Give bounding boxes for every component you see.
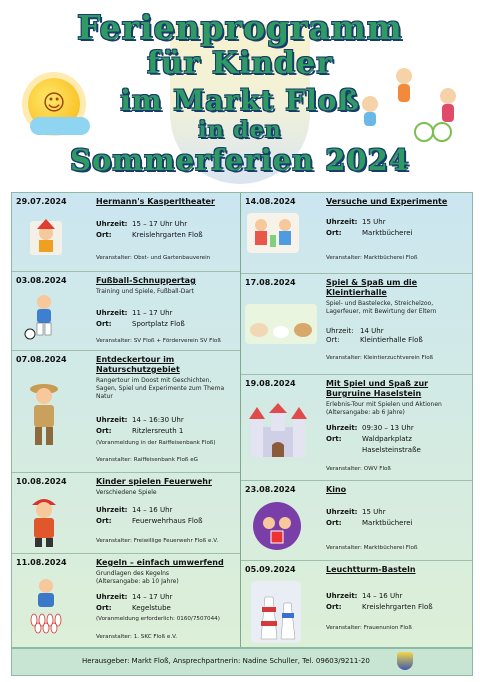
event-title: Entdeckertour im Naturschutzgebiet — [96, 355, 180, 374]
event-item — [241, 374, 472, 480]
place-row: Ort: Kegelstube — [96, 604, 171, 612]
time-row: Uhrzeit: 15 Uhr — [326, 508, 386, 516]
event-title: Kegeln – einfach umwerfend — [96, 558, 224, 567]
small-animals-picture — [245, 304, 317, 344]
event-description: Grundlagen des Kegelns (Altersangabe: ab 10 Jahre) — [96, 570, 179, 585]
cinema-picture — [251, 501, 303, 551]
coat-of-arms-icon — [397, 652, 413, 670]
organizer-note: Veranstalter: Frauenunion Floß — [326, 625, 412, 631]
place-row: Ort: Feuerwehrhaus Floß — [96, 517, 203, 525]
puppet-theater-picture — [26, 213, 66, 257]
event-item — [241, 273, 472, 374]
event-date: 05.09.2024 — [245, 565, 296, 574]
event-date: 17.08.2024 — [245, 278, 296, 287]
event-description: Rangertour im Doost mit Geschichten, Sagen, Spiel und Experimente zum Thema Natur — [96, 377, 225, 400]
castle-picture — [247, 401, 309, 461]
event-date: 10.08.2024 — [16, 477, 67, 486]
time-row: Uhrzeit: 15 Uhr — [326, 218, 386, 226]
event-date: 03.08.2024 — [16, 276, 67, 285]
footer — [11, 648, 473, 676]
event-date: 14.08.2024 — [245, 197, 296, 206]
event-date: 19.08.2024 — [245, 379, 296, 388]
explorer-kid-picture — [22, 379, 66, 451]
event-title: Kinder spielen Feuerwehr — [96, 477, 212, 486]
organizer-note: Veranstalter: Kleintierzuchtverein Floß — [326, 355, 434, 361]
place-row: Ort: Marktbücherei — [326, 519, 413, 527]
event-item — [12, 271, 240, 350]
registration-note: (Voranmeldung in der Raiffeisenbank Floß) — [96, 440, 216, 446]
place-row: Ort: Waldparkplatz — [326, 435, 412, 443]
organizer-note: Veranstalter: Freiwillige Feuerwehr Floß e.V. — [96, 538, 219, 544]
event-date: 07.08.2024 — [16, 355, 67, 364]
event-title: Spiel & Spaß um die Kleintierhalle — [326, 278, 418, 297]
event-title: Fußball-Schnuppertag — [96, 276, 196, 285]
place-row: Ort: Sportplatz Floß — [96, 320, 185, 328]
time-row: Uhrzeit: 09:30 – 13 Uhr — [326, 424, 414, 432]
event-item — [12, 350, 240, 472]
event-title: Versuche und Experimente — [326, 197, 448, 206]
event-description: Erlebnis-Tour mit Spielen und Aktionen (Altersangabe: ab 6 Jahre) — [326, 401, 442, 416]
event-description: Spiel- und Bastelecke, Streichelzoo, Lagerfeuer, mit Bewirtung der Eltern — [326, 300, 437, 315]
lighthouse-picture — [251, 581, 301, 643]
event-date: 11.08.2024 — [16, 558, 67, 567]
time-row: Uhrzeit: 14 – 16 Uhr — [96, 506, 173, 514]
event-item — [241, 480, 472, 560]
time-row: Uhrzeit: 14 Uhr — [326, 327, 384, 335]
firefighter-kid-picture — [22, 493, 66, 549]
organizer-note: Veranstalter: Obst- und Gartenbauverein — [96, 255, 211, 261]
place-row: Ort: Kreislehrgarten Floß — [326, 603, 433, 611]
header — [0, 0, 480, 190]
organizer-note: Veranstalter: OWV Floß — [326, 466, 391, 472]
publisher-info: Herausgeber: Markt Floß, Ansprechpartnerin: Nadine Schuller, Tel. 09603/9211-20 — [82, 657, 370, 665]
event-item — [12, 472, 240, 553]
organizer-note: Veranstalter: SV Floß + Förderverein SV Floß — [96, 338, 221, 344]
event-title: Kino — [326, 485, 347, 494]
left-column — [12, 193, 241, 647]
event-title: Mit Spiel und Spaß zur Burgruine Haselstein — [326, 379, 429, 398]
place-row: Ort: Kreislehrgarten Floß — [96, 231, 203, 239]
event-date: 23.08.2024 — [245, 485, 296, 494]
organizer-note: Veranstalter: 1. SKC Floß e.V. — [96, 634, 178, 640]
event-item — [241, 193, 472, 273]
place-row-continued: Haselsteinstraße — [362, 446, 421, 454]
event-item — [241, 560, 472, 647]
soccer-kid-picture — [22, 292, 66, 340]
title-line-3: im Markt Floß — [120, 84, 360, 117]
time-row: Uhrzeit: 15 – 17 Uhr Uhr — [96, 220, 188, 228]
time-row: Uhrzeit: 14 – 16 Uhr — [326, 592, 403, 600]
time-row: Uhrzeit: 14 – 17 Uhr — [96, 593, 173, 601]
time-row: Uhrzeit: 14 – 16:30 Uhr — [96, 416, 184, 424]
event-title: Hermann's Kasperltheater — [96, 197, 215, 206]
right-column — [241, 193, 472, 647]
event-item — [12, 193, 240, 271]
organizer-note: Veranstalter: Marktbücherei Floß — [326, 255, 418, 261]
time-row: Uhrzeit: 11 – 17 Uhr — [96, 309, 173, 317]
place-row: Ort: Marktbücherei — [326, 229, 413, 237]
title-line-5: Sommerferien 2024 — [70, 143, 410, 177]
sun-face-icon: ☺ — [42, 91, 66, 116]
experiment-kids-picture — [247, 213, 299, 253]
event-description: Verschiedene Spiele — [96, 489, 157, 496]
event-description: Training und Spiele, Fußball-Dart — [96, 288, 194, 295]
organizer-note: Veranstalter: Raiffeisenbank Floß eG — [96, 457, 199, 463]
place-row: Ort: Kleintierhalle Floß — [326, 336, 423, 344]
event-item — [12, 553, 240, 647]
event-panel — [11, 192, 473, 648]
organizer-note: Veranstalter: Marktbücherei Floß — [326, 545, 418, 551]
event-date: 29.07.2024 — [16, 197, 67, 206]
event-title: Leuchtturm-Basteln — [326, 565, 416, 574]
bowling-picture — [24, 576, 68, 634]
registration-note: (Voranmeldung erforderlich: 0160/7507044) — [96, 616, 220, 622]
title-line-4: in den — [198, 117, 282, 143]
place-row: Ort: Ritzlersreuth 1 — [96, 427, 184, 435]
title-line-1: Ferienprogramm — [77, 8, 403, 47]
title-line-2: für Kinder — [146, 46, 334, 81]
